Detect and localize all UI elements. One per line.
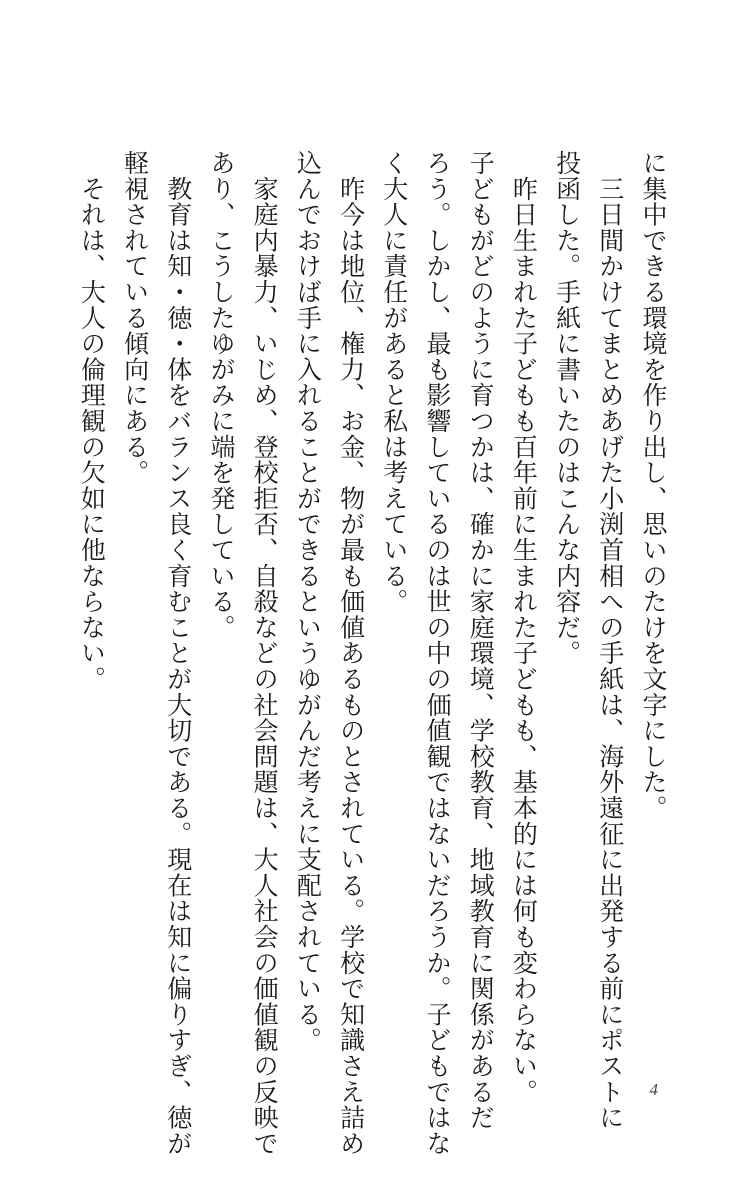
text-column: 投函した。手紙に書いたのはこんな内容だ。 <box>552 150 582 666</box>
text-column: 三日間かけてまとめあげた小渕首相への手紙は、海外遠征に出発する前にポストに <box>595 150 625 1131</box>
vertical-text-body <box>70 150 675 1157</box>
text-column: 教育は知・徳・体をバランス良く育むことが大切である。現在は知に偏りすぎ、徳が <box>163 150 193 1157</box>
text-column: 昨今は地位、権力、お金、物が最も価値あるものとされている。学校で知識さえ詰め <box>336 150 366 1157</box>
text-column: 昨日生まれた子どもも百年前に生まれた子どもも、基本的には何も変わらない。 <box>509 150 539 1105</box>
text-column: ろう。しかし、最も影響しているのは世の中の価値観ではないだろうか。子どもではな <box>422 150 452 1157</box>
text-column: に集中できる環境を作り出し、思いのたけを文字にした。 <box>639 150 668 821</box>
text-column: 家庭内暴力、いじめ、登校拒否、自殺などの社会問題は、大人社会の価値観の反映で <box>250 150 280 1157</box>
text-column: 込んでおけば手に入れることができるというゆがんだ考えに支配されている。 <box>293 150 323 1053</box>
text-column: く大人に責任があると私は考えている。 <box>379 150 409 615</box>
text-column: あり、こうしたゆがみに端を発している。 <box>206 150 236 641</box>
text-column: それは、大人の倫理観の欠如に他ならない。 <box>77 150 107 692</box>
text-column: 子どもがどのように育つかは、確かに家庭環境、学校教育、地域教育に関係があるだ <box>466 150 496 1131</box>
text-column: 軽視されている傾向にある。 <box>120 150 150 486</box>
page-number: 4 <box>649 1080 658 1099</box>
